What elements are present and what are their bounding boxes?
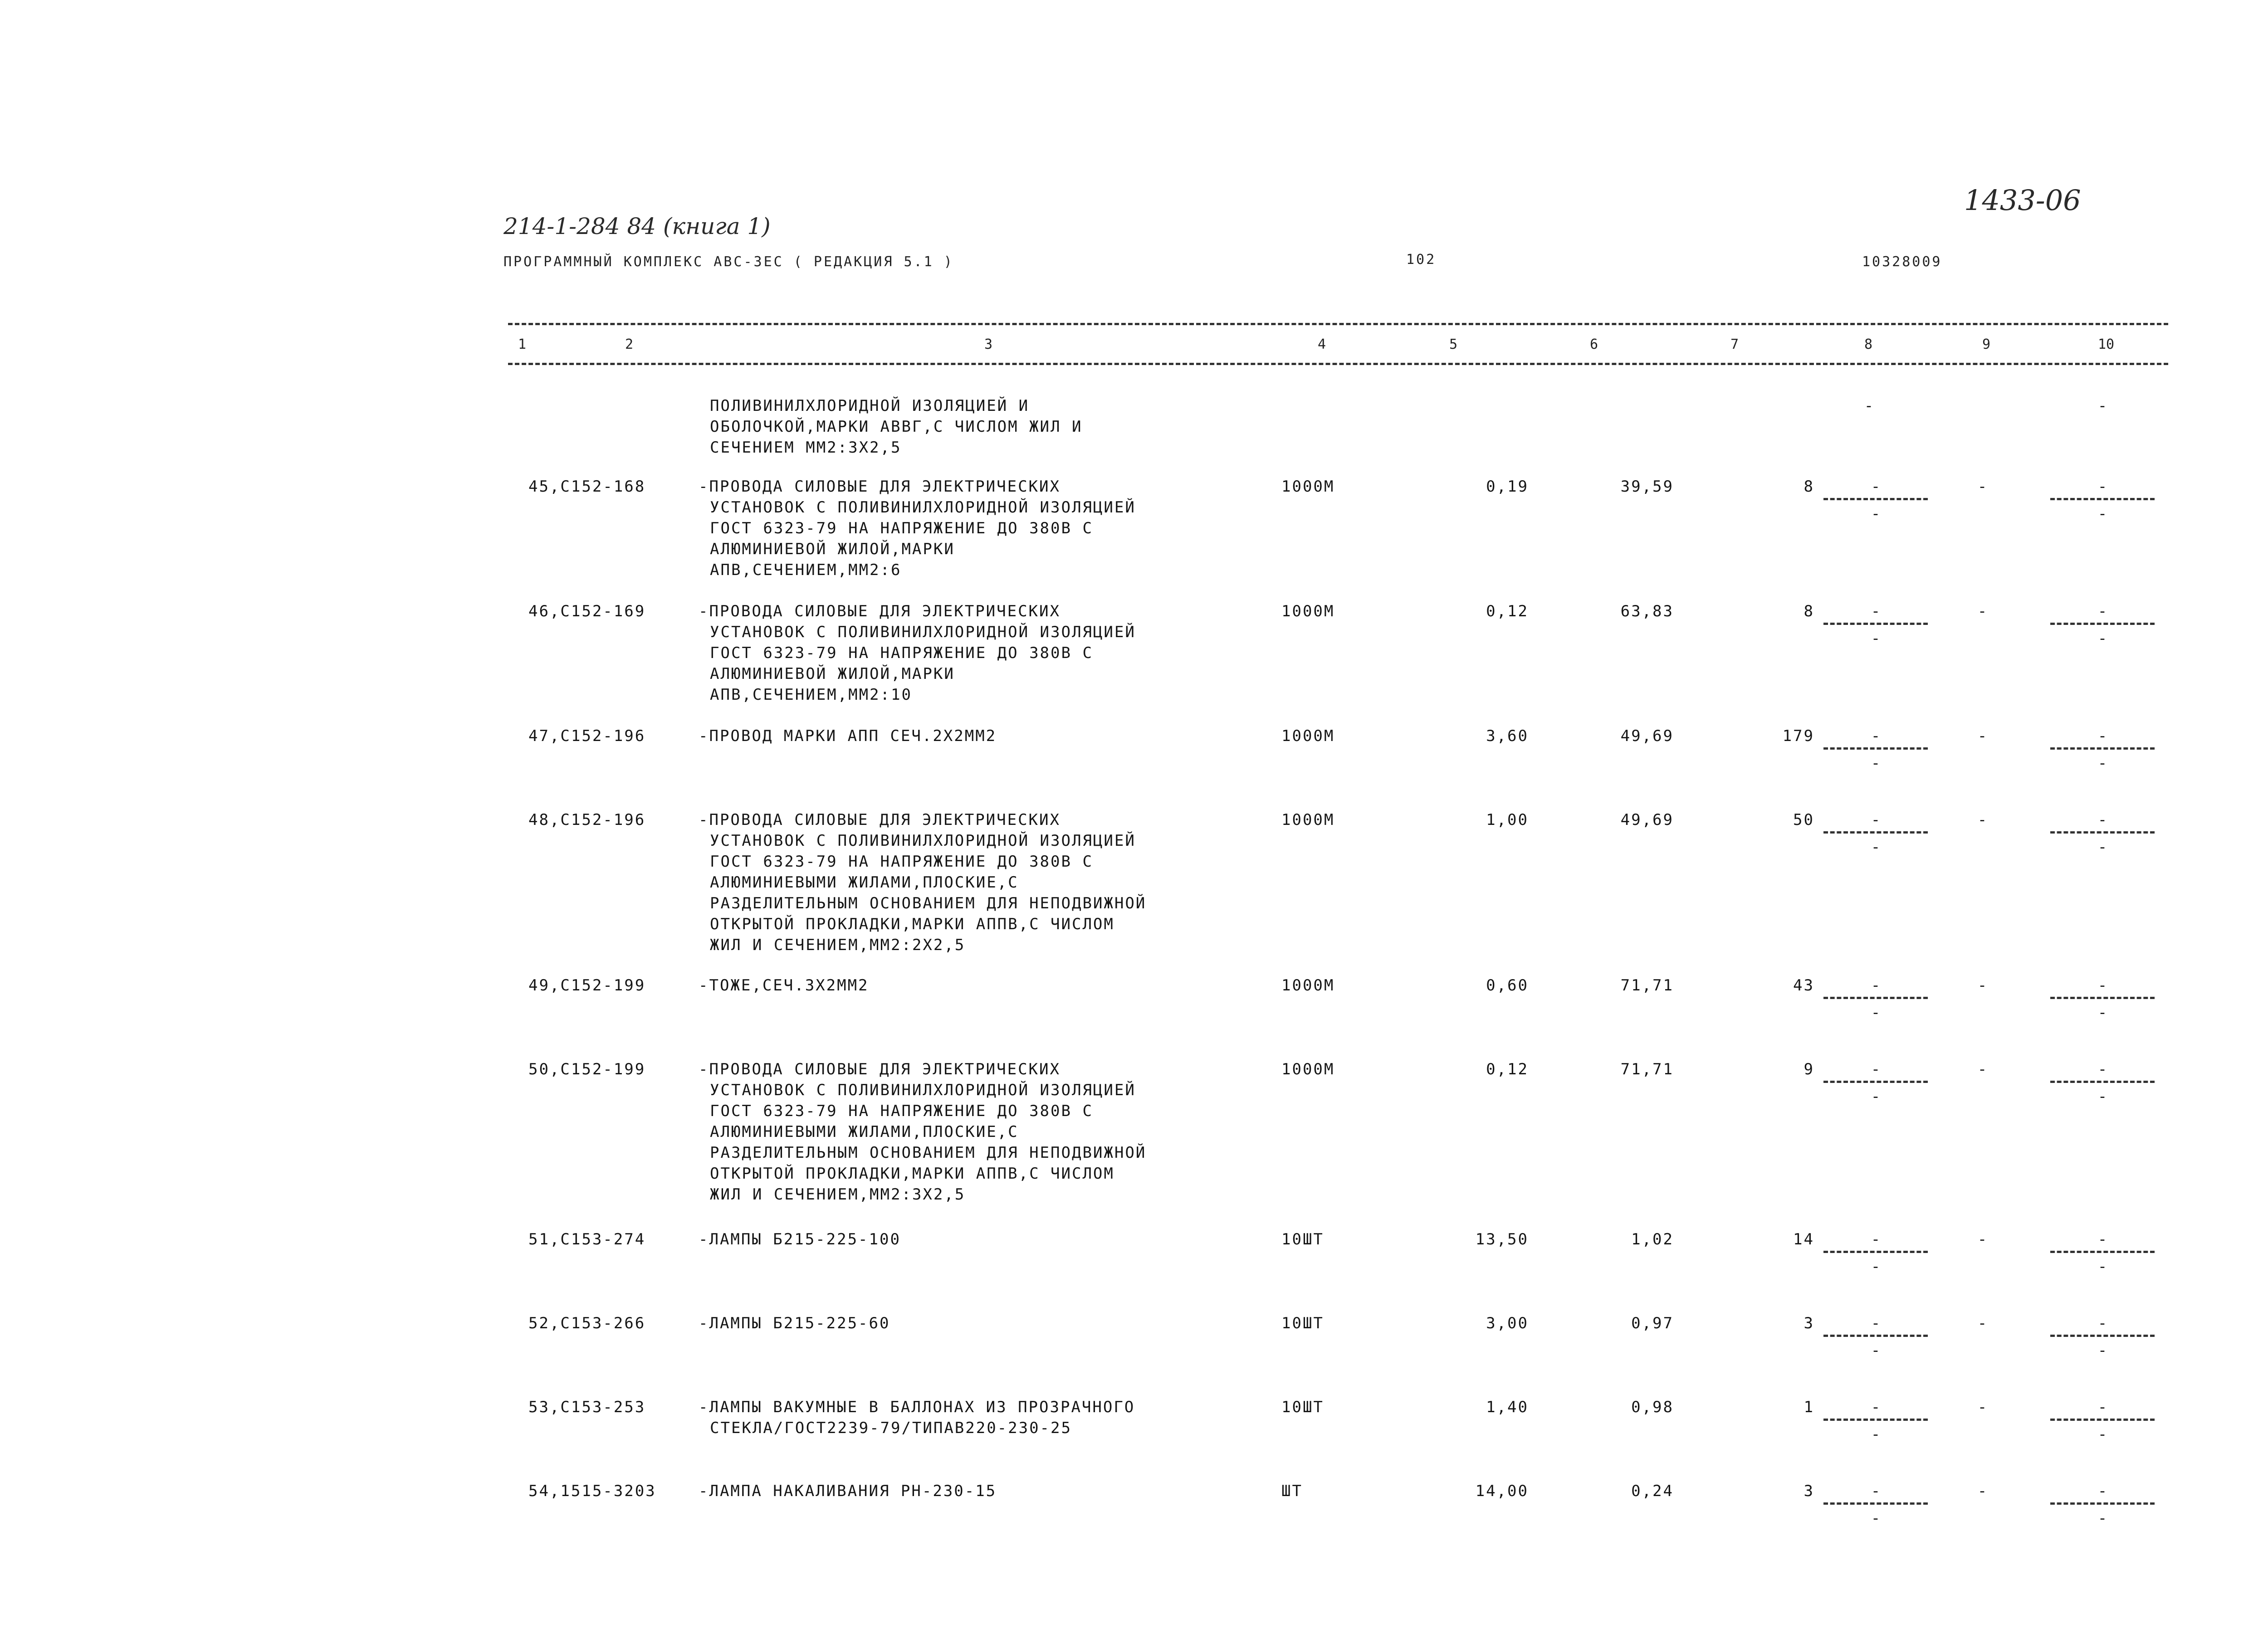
row-quantity: 0,12 [1486, 602, 1529, 620]
row-total: 43 [1793, 976, 1814, 995]
row-description-line: РАЗДЕЛИТЕЛЬНЫМ ОСНОВАНИЕМ ДЛЯ НЕПОДВИЖНОЙ [710, 894, 1147, 912]
column-10-dashed-line [2050, 1251, 2155, 1253]
row-code: 49,С152-199 [528, 976, 646, 995]
column-9-dash: - [1977, 1482, 1987, 1500]
column-10-cell [2050, 726, 2155, 780]
column-9-dash: - [1977, 1060, 1987, 1078]
column-8-dash: - [1871, 976, 1881, 995]
row-unit: 1000М [1281, 727, 1335, 745]
column-10-dashed-line [2050, 831, 2155, 834]
column-8-cell [1823, 601, 1928, 655]
column-10-cell [2050, 601, 2155, 655]
row-description-line: -ПРОВОДА СИЛОВЫЕ ДЛЯ ЭЛЕКТРИЧЕСКИХ [699, 602, 1061, 620]
row-description-line: ОТКРЫТОЙ ПРОКЛАДКИ,МАРКИ АППВ,С ЧИСЛОМ [710, 915, 1114, 933]
row-description-line: -ПРОВОДА СИЛОВЫЕ ДЛЯ ЭЛЕКТРИЧЕСКИХ [699, 811, 1061, 829]
column-8-dashed-line [1823, 1081, 1928, 1083]
column-9-dash: - [1977, 1314, 1987, 1332]
row-description-line: АПВ,СЕЧЕНИЕМ,ММ2:10 [710, 686, 912, 704]
column-10-dash-lower: - [2097, 1087, 2107, 1106]
column-8-cell [1823, 1313, 1928, 1367]
row-quantity: 1,00 [1486, 811, 1529, 829]
column-8-dash: - [1871, 811, 1881, 829]
column-8-dash-lower: - [1871, 1004, 1881, 1022]
column-10-dashed-line [2050, 1081, 2155, 1083]
column-8-dash-lower: - [1871, 1087, 1881, 1106]
row-description-line: АПВ,СЕЧЕНИЕМ,ММ2:6 [710, 561, 902, 579]
column-10-dash: - [2097, 1482, 2107, 1500]
row-price: 49,69 [1620, 811, 1674, 829]
program-line: ПРОГРАММНЫЙ КОМПЛЕКС АВС-3ЕС ( РЕДАКЦИЯ 5.1 ) [503, 254, 954, 270]
column-8-dashed-line [1823, 623, 1928, 625]
column-8-dash: - [1871, 1398, 1881, 1416]
continuation-line: СЕЧЕНИЕМ ММ2:3Х2,5 [710, 439, 902, 457]
column-10-dashed-line [2050, 623, 2155, 625]
column-number: 8 [1864, 336, 1873, 352]
row-unit: 1000М [1281, 478, 1335, 496]
column-number: 2 [625, 336, 634, 352]
row-unit: 1000М [1281, 811, 1335, 829]
column-number: 9 [1982, 336, 1991, 352]
row-total: 14 [1793, 1230, 1814, 1248]
column-8-dash-lower: - [1871, 1509, 1881, 1527]
column-10-dash: - [2097, 478, 2107, 496]
row-description-line: РАЗДЕЛИТЕЛЬНЫМ ОСНОВАНИЕМ ДЛЯ НЕПОДВИЖНОЙ [710, 1144, 1147, 1162]
column-10-dash: - [2097, 1398, 2107, 1416]
page-number: 102 [1406, 252, 1437, 268]
column-8-dash: - [1871, 1482, 1881, 1500]
row-price: 0,98 [1631, 1398, 1674, 1416]
column-8-dash-lower: - [1871, 838, 1881, 856]
row-description-line: -ПРОВОДА СИЛОВЫЕ ДЛЯ ЭЛЕКТРИЧЕСКИХ [699, 478, 1061, 496]
column-8-dash: - [1864, 397, 1874, 415]
column-10-dash-lower: - [2097, 1341, 2107, 1360]
column-10-dash-lower: - [2097, 1425, 2107, 1443]
column-9-dash: - [1977, 478, 1987, 496]
column-8-dashed-line [1823, 747, 1928, 750]
column-9-dash: - [1977, 1230, 1987, 1248]
row-price: 63,83 [1620, 602, 1674, 620]
row-unit: 10ШТ [1281, 1230, 1324, 1248]
column-number: 3 [984, 336, 993, 352]
row-quantity: 0,60 [1486, 976, 1529, 995]
table-header-rule [508, 363, 2168, 365]
row-description-line: -ЛАМПЫ Б215-225-100 [699, 1230, 901, 1248]
row-description-line: -ЛАМПЫ Б215-225-60 [699, 1314, 890, 1332]
row-description-line: УСТАНОВОК С ПОЛИВИНИЛХЛОРИДНОЙ ИЗОЛЯЦИЕЙ [710, 623, 1136, 641]
column-number: 4 [1318, 336, 1326, 352]
column-8-cell [1823, 1481, 1928, 1535]
column-8-dash: - [1871, 1314, 1881, 1332]
column-8-cell [1823, 726, 1928, 780]
column-10-dash-lower: - [2097, 1004, 2107, 1022]
row-code: 45,С152-168 [528, 478, 646, 496]
row-unit: 1000М [1281, 976, 1335, 995]
row-total: 9 [1804, 1060, 1814, 1078]
column-10-dashed-line [2050, 1335, 2155, 1337]
column-10-dashed-line [2050, 1502, 2155, 1505]
row-total: 3 [1804, 1314, 1814, 1332]
continuation-line: ОБОЛОЧКОЙ,МАРКИ АВВГ,С ЧИСЛОМ ЖИЛ И [710, 418, 1083, 436]
row-description-line: -ПРОВОД МАРКИ АПП СЕЧ.2Х2ММ2 [699, 727, 997, 745]
row-price: 49,69 [1620, 727, 1674, 745]
column-8-dashed-line [1823, 831, 1928, 834]
row-description-line: АЛЮМИНИЕВОЙ ЖИЛОЙ,МАРКИ [710, 665, 955, 683]
row-total: 1 [1804, 1398, 1814, 1416]
row-price: 1,02 [1631, 1230, 1674, 1248]
row-description-line: ГОСТ 6323-79 НА НАПРЯЖЕНИЕ ДО 380В С [710, 519, 1093, 537]
column-10-cell [2050, 809, 2155, 864]
row-description-line: УСТАНОВОК С ПОЛИВИНИЛХЛОРИДНОЙ ИЗОЛЯЦИЕЙ [710, 1081, 1136, 1099]
column-8-dashed-line [1823, 1419, 1928, 1421]
row-unit: 1000М [1281, 602, 1335, 620]
row-unit: 10ШТ [1281, 1398, 1324, 1416]
column-10-dash: - [2097, 602, 2107, 620]
row-quantity: 13,50 [1475, 1230, 1529, 1248]
column-9-dash: - [1977, 1398, 1987, 1416]
row-description-line: -ПРОВОДА СИЛОВЫЕ ДЛЯ ЭЛЕКТРИЧЕСКИХ [699, 1060, 1061, 1078]
column-number: 10 [2098, 336, 2115, 352]
column-10-dashed-line [2050, 1419, 2155, 1421]
row-code: 51,С153-274 [528, 1230, 646, 1248]
row-price: 0,97 [1631, 1314, 1674, 1332]
row-unit: 10ШТ [1281, 1314, 1324, 1332]
row-unit: ШТ [1281, 1482, 1303, 1500]
column-8-cell [1823, 476, 1928, 531]
row-total: 179 [1782, 727, 1814, 745]
column-8-dash-lower: - [1871, 1425, 1881, 1443]
row-description-line: ЖИЛ И СЕЧЕНИЕМ,ММ2:3Х2,5 [710, 1185, 966, 1204]
column-8-dash: - [1871, 1060, 1881, 1078]
column-8-dash-lower: - [1871, 1258, 1881, 1276]
column-10-cell [2050, 476, 2155, 531]
row-description-line: УСТАНОВОК С ПОЛИВИНИЛХЛОРИДНОЙ ИЗОЛЯЦИЕЙ [710, 832, 1136, 850]
row-description-line: УСТАНОВОК С ПОЛИВИНИЛХЛОРИДНОЙ ИЗОЛЯЦИЕЙ [710, 498, 1136, 517]
column-10-dash-lower: - [2097, 1258, 2107, 1276]
row-description-line: ОТКРЫТОЙ ПРОКЛАДКИ,МАРКИ АППВ,С ЧИСЛОМ [710, 1165, 1114, 1183]
column-8-dash: - [1871, 727, 1881, 745]
column-10-dashed-line [2050, 498, 2155, 500]
column-9-dash: - [1977, 602, 1987, 620]
column-8-dash-lower: - [1871, 505, 1881, 523]
column-10-dash: - [2097, 1060, 2107, 1078]
column-8-dash-lower: - [1871, 1341, 1881, 1360]
document-code: 10328009 [1862, 254, 1942, 270]
column-8-dash: - [1871, 1230, 1881, 1248]
column-10-dashed-line [2050, 747, 2155, 750]
column-8-cell [1823, 1397, 1928, 1451]
row-description-line: -ТОЖЕ,СЕЧ.3Х2ММ2 [699, 976, 869, 995]
row-quantity: 0,19 [1486, 478, 1529, 496]
column-8-dashed-line [1823, 1502, 1928, 1505]
row-total: 3 [1804, 1482, 1814, 1500]
row-description-line: ЖИЛ И СЕЧЕНИЕМ,ММ2:2Х2,5 [710, 936, 966, 954]
row-code: 47,С152-196 [528, 727, 646, 745]
column-8-dashed-line [1823, 1251, 1928, 1253]
table-top-rule [508, 323, 2168, 325]
column-8-cell [1823, 1229, 1928, 1283]
row-description-line: АЛЮМИНИЕВЫМИ ЖИЛАМИ,ПЛОСКИЕ,С [710, 1123, 1019, 1141]
column-number: 6 [1590, 336, 1598, 352]
column-10-cell [2050, 975, 2155, 1029]
row-total: 50 [1793, 811, 1814, 829]
row-quantity: 3,00 [1486, 1314, 1529, 1332]
row-description-line: -ЛАМПА НАКАЛИВАНИЯ РН-230-15 [699, 1482, 997, 1500]
column-9-dash: - [1977, 976, 1987, 995]
column-10-dash-lower: - [2097, 629, 2107, 648]
column-10-cell [2050, 1397, 2155, 1451]
row-description-line: ГОСТ 6323-79 НА НАПРЯЖЕНИЕ ДО 380В С [710, 853, 1093, 871]
column-10-dash-lower: - [2097, 838, 2107, 856]
column-10-dash: - [2097, 727, 2107, 745]
column-8-dash-lower: - [1871, 629, 1881, 648]
column-8-dashed-line [1823, 498, 1928, 500]
column-10-dash-lower: - [2097, 1509, 2107, 1527]
row-price: 39,59 [1620, 478, 1674, 496]
row-price: 71,71 [1620, 1060, 1674, 1078]
column-10-cell [2050, 1313, 2155, 1367]
continuation-line: ПОЛИВИНИЛХЛОРИДНОЙ ИЗОЛЯЦИЕЙ И [710, 397, 1030, 415]
row-unit: 1000М [1281, 1060, 1335, 1078]
column-10-dash: - [2097, 811, 2107, 829]
column-10-dash-lower: - [2097, 505, 2107, 523]
column-8-dashed-line [1823, 1335, 1928, 1337]
column-8-cell [1823, 809, 1928, 864]
column-number: 5 [1449, 336, 1458, 352]
row-price: 71,71 [1620, 976, 1674, 995]
column-8-cell [1823, 1059, 1928, 1113]
column-10-dash-lower: - [2097, 754, 2107, 772]
column-number: 1 [518, 336, 527, 352]
column-9-dash: - [1977, 727, 1987, 745]
column-10-cell [2050, 1059, 2155, 1113]
row-code: 53,С153-253 [528, 1398, 646, 1416]
row-description-line: -ЛАМПЫ ВАКУМНЫЕ В БАЛЛОНАХ ИЗ ПРОЗРАЧНОГО [699, 1398, 1135, 1416]
column-8-dash-lower: - [1871, 754, 1881, 772]
column-8-dash: - [1871, 478, 1881, 496]
column-10-cell [2050, 1481, 2155, 1535]
column-10-dash: - [2097, 976, 2107, 995]
column-9-dash: - [1977, 811, 1987, 829]
column-10-dash: - [2097, 1230, 2107, 1248]
row-code: 54,1515-3203 [528, 1482, 656, 1500]
handwritten-reference: 214-1-284 84 (книга 1) [503, 213, 771, 239]
row-code: 50,С152-199 [528, 1060, 646, 1078]
column-10-cell [2050, 1229, 2155, 1283]
row-code: 46,С152-169 [528, 602, 646, 620]
row-quantity: 1,40 [1486, 1398, 1529, 1416]
row-description-line: ГОСТ 6323-79 НА НАПРЯЖЕНИЕ ДО 380В С [710, 1102, 1093, 1120]
column-10-dash: - [2097, 397, 2107, 415]
row-price: 0,24 [1631, 1482, 1674, 1500]
column-8-dashed-line [1823, 997, 1928, 999]
row-description-line: АЛЮМИНИЕВЫМИ ЖИЛАМИ,ПЛОСКИЕ,С [710, 873, 1019, 892]
row-description-line: ГОСТ 6323-79 НА НАПРЯЖЕНИЕ ДО 380В С [710, 644, 1093, 662]
row-quantity: 0,12 [1486, 1060, 1529, 1078]
row-code: 52,С153-266 [528, 1314, 646, 1332]
row-total: 8 [1804, 478, 1814, 496]
column-8-cell [1823, 975, 1928, 1029]
row-quantity: 14,00 [1475, 1482, 1529, 1500]
row-quantity: 3,60 [1486, 727, 1529, 745]
column-10-dash: - [2097, 1314, 2107, 1332]
column-number: 7 [1730, 336, 1739, 352]
row-code: 48,С152-196 [528, 811, 646, 829]
row-total: 8 [1804, 602, 1814, 620]
row-description-line: АЛЮМИНИЕВОЙ ЖИЛОЙ,МАРКИ [710, 540, 955, 558]
handwritten-sheet-number: 1433-06 [1964, 184, 2081, 217]
column-8-dash: - [1871, 602, 1881, 620]
column-10-dashed-line [2050, 997, 2155, 999]
row-description-line: СТЕКЛА/ГОСТ2239-79/ТИПАВ220-230-25 [710, 1419, 1072, 1437]
